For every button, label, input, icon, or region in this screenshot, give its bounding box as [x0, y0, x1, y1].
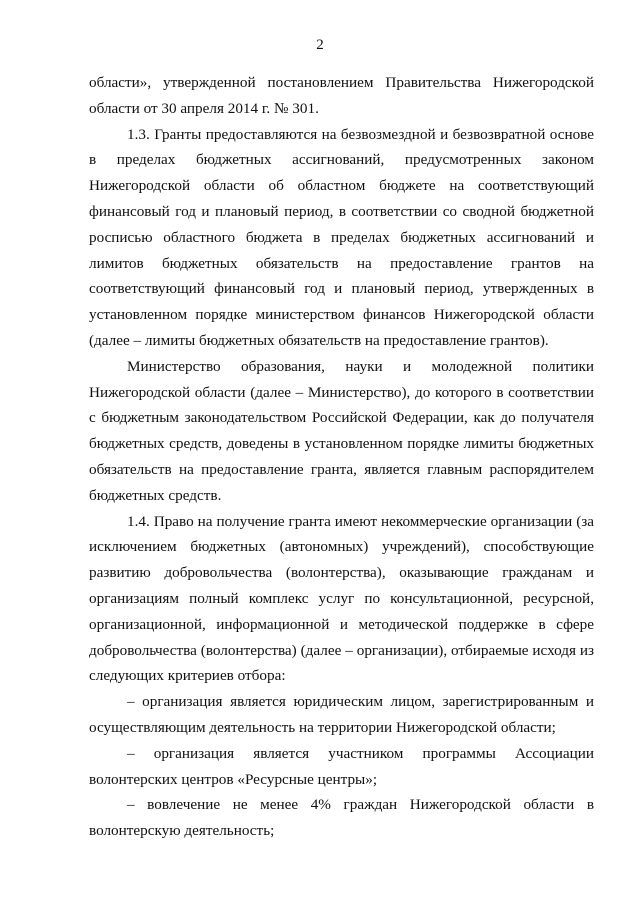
document-body [89, 70, 594, 844]
list-item-criterion-2: – организация является участником программы Ассоциации волонтерских центров «Ресурсные центры»; [89, 744, 594, 788]
paragraph-clause-1-4: 1.4. Право на получение гранта имеют некоммерческие организации (за исключением бюджетных (автономных) учреждений), способствующие развитию добровольчества (волонтерства), оказывающие гражданам и организациям полный комплекс услуг по консультационной, ресурсной, организационной, информационной и методической поддержке в сфере добровольчества (волонтерства) (далее – организации), отбираемые исходя из следующих критериев отбора: [89, 512, 594, 685]
paragraph-ministry: Министерство образования, науки и молодежной политики Нижегородской области (далее – Министерство), до которого в соответствии с бюджетным законодательством Российской Федерации, как до получателя бюджетных средств, доведены в установленном порядке лимиты бюджетных обязательств на предоставление гранта, является главным распорядителем бюджетных средств. [89, 357, 594, 504]
list-item-criterion-3: – вовлечение не менее 4% граждан Нижегородской области в волонтерскую деятельность; [89, 796, 594, 840]
page-number: 2 [316, 37, 324, 53]
paragraph-continuation: области», утвержденной постановлением Правительства Нижегородской области от 30 апреля 2014 г. № 301. [89, 74, 594, 117]
list-item-criterion-1: – организация является юридическим лицом, зарегистрированным и осуществляющим деятельность на территории Нижегородской области; [89, 693, 594, 736]
paragraph-clause-1-3: 1.3. Гранты предоставляются на безвозмездной и безвозвратной основе в пределах бюджетных ассигнований, предусмотренных законом Нижегородской области об областном бюджете на соответствующий финансовый год и плановый период, в соответствии со сводной бюджетной росписью областного бюджета в пределах бюджетных ассигнований и лимитов бюджетных обязательств на предоставление грантов на соответствующий финансовый год и плановый период, утвержденных в установленном порядке министерством финансов Нижегородской области (далее – лимиты бюджетных обязательств на предоставление грантов). [89, 125, 594, 349]
